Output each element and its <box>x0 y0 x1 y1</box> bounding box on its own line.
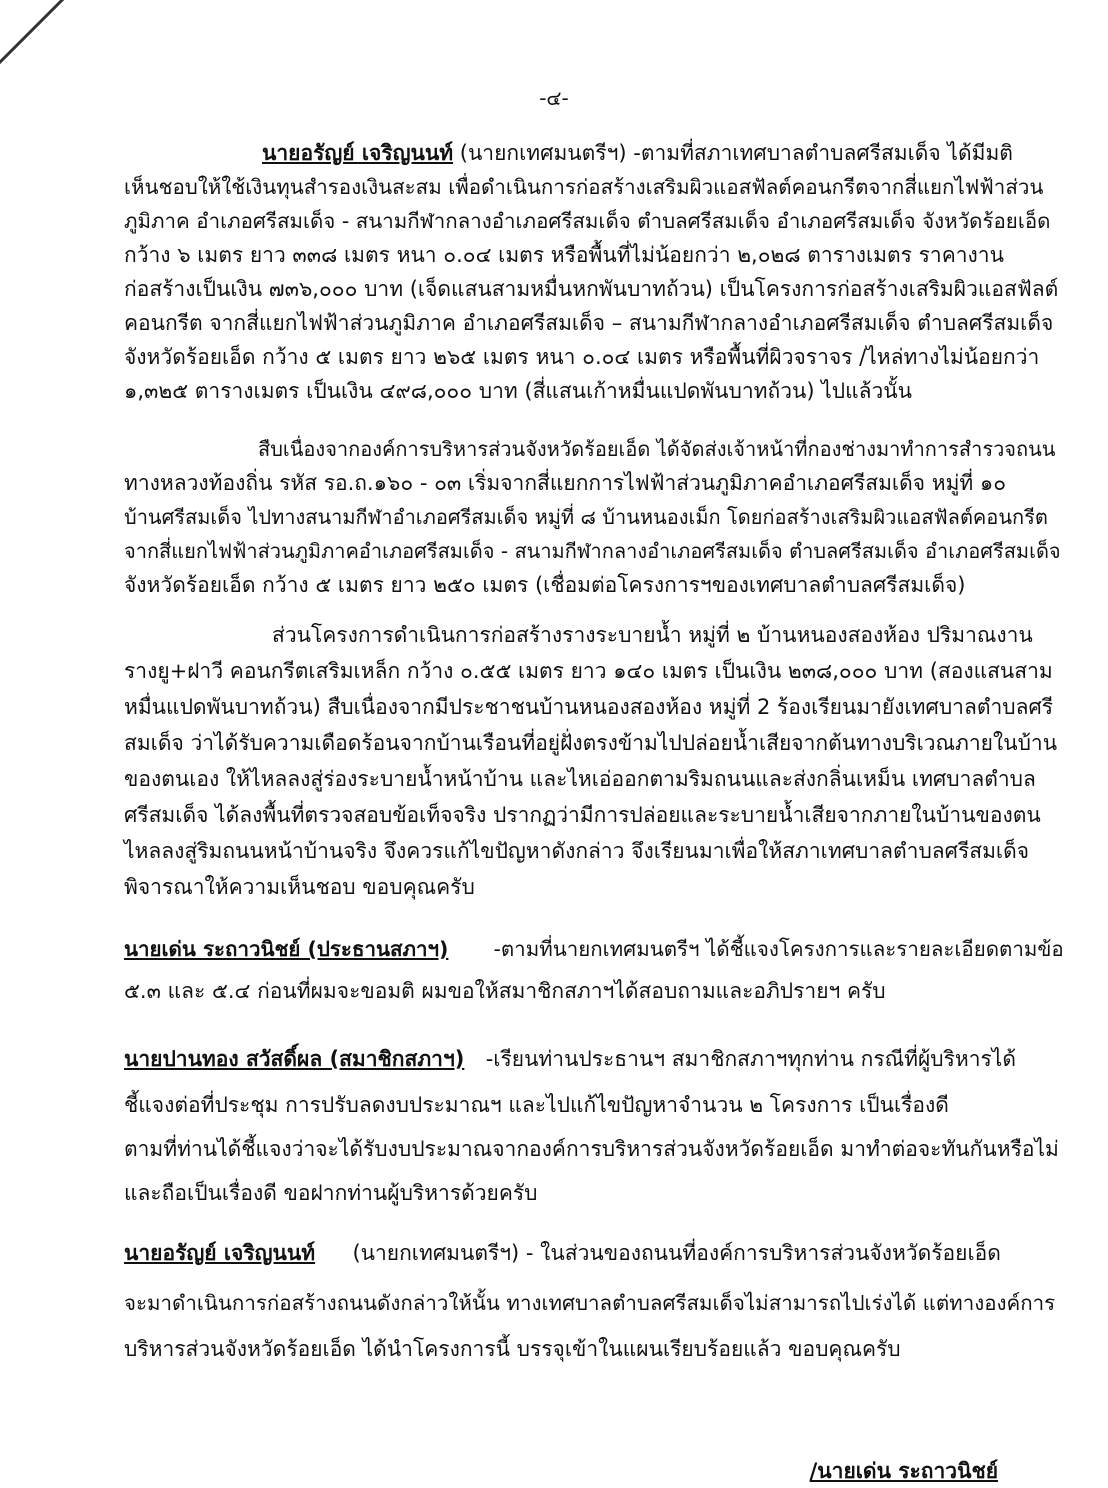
paragraph-line: เห็นชอบให้ใช้เงินทุนสำรองเงินสะสม เพื่อดำเนินการก่อสร้างเสริมผิวแอสฟัลต์คอนกรีตจากสี่แยกไฟฟ้าส่วน <box>124 175 1044 199</box>
paragraph-line: -ตามที่นายกเทศมนตรีฯ ได้ชี้แจงโครงการและรายละเอียดตามข้อ <box>493 937 1064 961</box>
paragraph-line: ทางหลวงท้องถิ่น รหัส รอ.ถ.๑๖๐ - ๐๓ เริ่มจากสี่แยกการไฟฟ้าส่วนภูมิภาคอำเภอศรีสมเด็จ หมู่ที่ ๑๐ <box>124 471 1007 495</box>
paragraph-line: ของตนเอง ให้ไหลลงสู่ร่องระบายน้ำหน้าบ้าน และไหเอ่ออกตามริมถนนและส่งกลิ่นเหม็น เทศบาลตำบล <box>124 767 1036 791</box>
paragraph-line: จะมาดำเนินการก่อสร้างถนนดังกล่าวให้นั้น ทางเทศบาลตำบลศรีสมเด็จไม่สามารถไปเร่งได้ แต่ทางองค์การ <box>124 1291 1056 1315</box>
speaker-name: นายอรัญย์ เจริญนนท์ <box>124 1241 316 1265</box>
paragraph-line: ตามที่ท่านได้ชี้แจงว่าจะได้รับงบประมาณจากองค์การบริหารส่วนจังหวัดร้อยเอ็ด มาทำต่อจะทันกันหรือไม่ <box>124 1137 1059 1161</box>
speaker-name: นายเด่น ระถาวนิชย์ (ประธานสภาฯ) <box>124 937 449 961</box>
paragraph-line: ศรีสมเด็จ ได้ลงพื้นที่ตรวจสอบข้อเท็จจริง ปรากฏว่ามีการปล่อยและระบายน้ำเสียจากภายในบ้านของตน <box>124 803 1041 827</box>
paragraph-line: ไหลลงสู่ริมถนนหน้าบ้านจริง จึงควรแก้ไขปัญหาดังกล่าว จึงเรียนมาเพื่อให้สภาเทศบาลตำบลศรีสมเด็จ <box>124 839 1030 863</box>
paragraph-line: ๕.๓ และ ๕.๔ ก่อนที่ผมจะขอมติ ผมขอให้สมาชิกสภาฯได้สอบถามและอภิปรายฯ ครับ <box>124 979 886 1003</box>
paragraph-6-first-line <box>124 1238 1001 1268</box>
paragraph-line: สืบเนื่องจากองค์การบริหารส่วนจังหวัดร้อยเอ็ด ได้จัดส่งเจ้าหน้าที่กองช่างมาทำการสำรวจถนน <box>258 437 1056 461</box>
speaker-name: นายอรัญย์ เจริญนนท์ <box>262 141 454 165</box>
paragraph-line: หมื่นแปดพันบาทถ้วน) สืบเนื่องจากมีประชาชนบ้านหนองสองห้อง หมู่ที่ 2 ร้องเรียนมายังเทศบาลตำบลศรี <box>124 695 1054 719</box>
paragraph-line: ชี้แจงต่อที่ประชุม การปรับลดงบประมาณฯ และไปแก้ไขปัญหาจำนวน ๒ โครงการ เป็นเรื่องดี <box>124 1093 949 1117</box>
paragraph-line: บริหารส่วนจังหวัดร้อยเอ็ด ได้นำโครงการนี้ บรรจุเข้าในแผนเรียบร้อยแล้ว ขอบคุณครับ <box>124 1337 901 1361</box>
paragraph-4-first-line <box>124 934 1064 964</box>
paragraph-line: และถือเป็นเรื่องดี ขอฝากท่านผู้บริหารด้วยครับ <box>124 1181 538 1205</box>
paragraph-line: ๑,๓๒๕ ตารางเมตร เป็นเงิน ๔๙๘,๐๐๐ บาท (สี่แสนเก้าหมื่นแปดพันบาทถ้วน) ไปแล้วนั้น <box>124 379 913 403</box>
speaker-name: นายปานทอง สวัสดิ์ผล (สมาชิกสภาฯ) <box>124 1047 465 1071</box>
paragraph-line: สมเด็จ ว่าได้รับความเดือดร้อนจากบ้านเรือนที่อยู่ฝั่งตรงข้ามไปปล่อยน้ำเสียจากต้นทางบริเวณภายในบ้าน <box>124 731 1058 755</box>
page-number: -๔- <box>539 86 569 110</box>
paragraph-line: กว้าง ๖ เมตร ยาว ๓๓๘ เมตร หนา ๐.๐๔ เมตร หรือพื้นที่ไม่น้อยกว่า ๒,๐๒๘ ตารางเมตร ราคางาน <box>124 243 1004 267</box>
paragraph-line: -เรียนท่านประธานฯ สมาชิกสภาฯทุกท่าน กรณีที่ผู้บริหารได้ <box>485 1047 1016 1071</box>
paragraph-line: รางยู+ฝาวี คอนกรีตเสริมเหล็ก กว้าง ๐.๕๕ เมตร ยาว ๑๔๐ เมตร เป็นเงิน ๒๓๘,๐๐๐ บาท (สองแสนสาม <box>124 659 1053 683</box>
paragraph-1-first-line <box>262 138 1013 168</box>
paragraph-line: บ้านศรีสมเด็จ ไปทางสนามกีฬาอำเภอศรีสมเด็จ หมู่ที่ ๘ บ้านหนองเม็ก โดยก่อสร้างเสริมผิวแอสฟัลต์คอนกรีต <box>124 505 1048 529</box>
paragraph-line: (นายกเทศมนตรีฯ) -ตามที่สภาเทศบาลตำบลศรีสมเด็จ ได้มีมติ <box>459 141 1013 165</box>
paragraph-line: จังหวัดร้อยเอ็ด กว้าง ๕ เมตร ยาว ๒๕๐ เมตร (เชื่อมต่อโครงการฯของเทศบาลตำบลศรีสมเด็จ) <box>124 573 966 597</box>
paragraph-line: ภูมิภาค อำเภอศรีสมเด็จ - สนามกีฬากลางอำเภอศรีสมเด็จ ตำบลศรีสมเด็จ อำเภอศรีสมเด็จ จังหวัดร้อยเอ็ด <box>124 209 1051 233</box>
paragraph-line: ส่วนโครงการดำเนินการก่อสร้างรางระบายน้ำ หมู่ที่ ๒ บ้านหนองสองห้อง ปริมาณงาน <box>272 623 1033 647</box>
paragraph-line: ก่อสร้างเป็นเงิน ๗๓๖,๐๐๐ บาท (เจ็ดแสนสามหมื่นหกพันบาทถ้วน) เป็นโครงการก่อสร้างเสริมผิวแอสฟัลต์ <box>124 277 1059 301</box>
next-speaker-footer: /นายเด่น ระถาวนิชย์ <box>809 1459 998 1483</box>
paragraph-line: คอนกรีต จากสี่แยกไฟฟ้าส่วนภูมิภาค อำเภอศรีสมเด็จ – สนามกีฬากลางอำเภอศรีสมเด็จ ตำบลศรีสมเด็จ <box>124 311 1054 335</box>
paragraph-line: (นายกเทศมนตรีฯ) - ในส่วนของถนนที่องค์การบริหารส่วนจังหวัดร้อยเอ็ด <box>352 1241 1001 1265</box>
paragraph-line: จากสี่แยกไฟฟ้าส่วนภูมิภาคอำเภอศรีสมเด็จ - สนามกีฬากลางอำเภอศรีสมเด็จ ตำบลศรีสมเด็จ อำเภอศรีสมเด็จ <box>124 539 1061 563</box>
paragraph-line: จังหวัดร้อยเอ็ด กว้าง ๕ เมตร ยาว ๒๖๕ เมตร หนา ๐.๐๔ เมตร หรือพื้นที่ผิวจราจร /ไหล่ทางไม่น้อยกว่า <box>124 345 1040 369</box>
paragraph-5-first-line <box>124 1044 1016 1074</box>
paragraph-line: พิจารณาให้ความเห็นชอบ ขอบคุณครับ <box>124 875 475 899</box>
